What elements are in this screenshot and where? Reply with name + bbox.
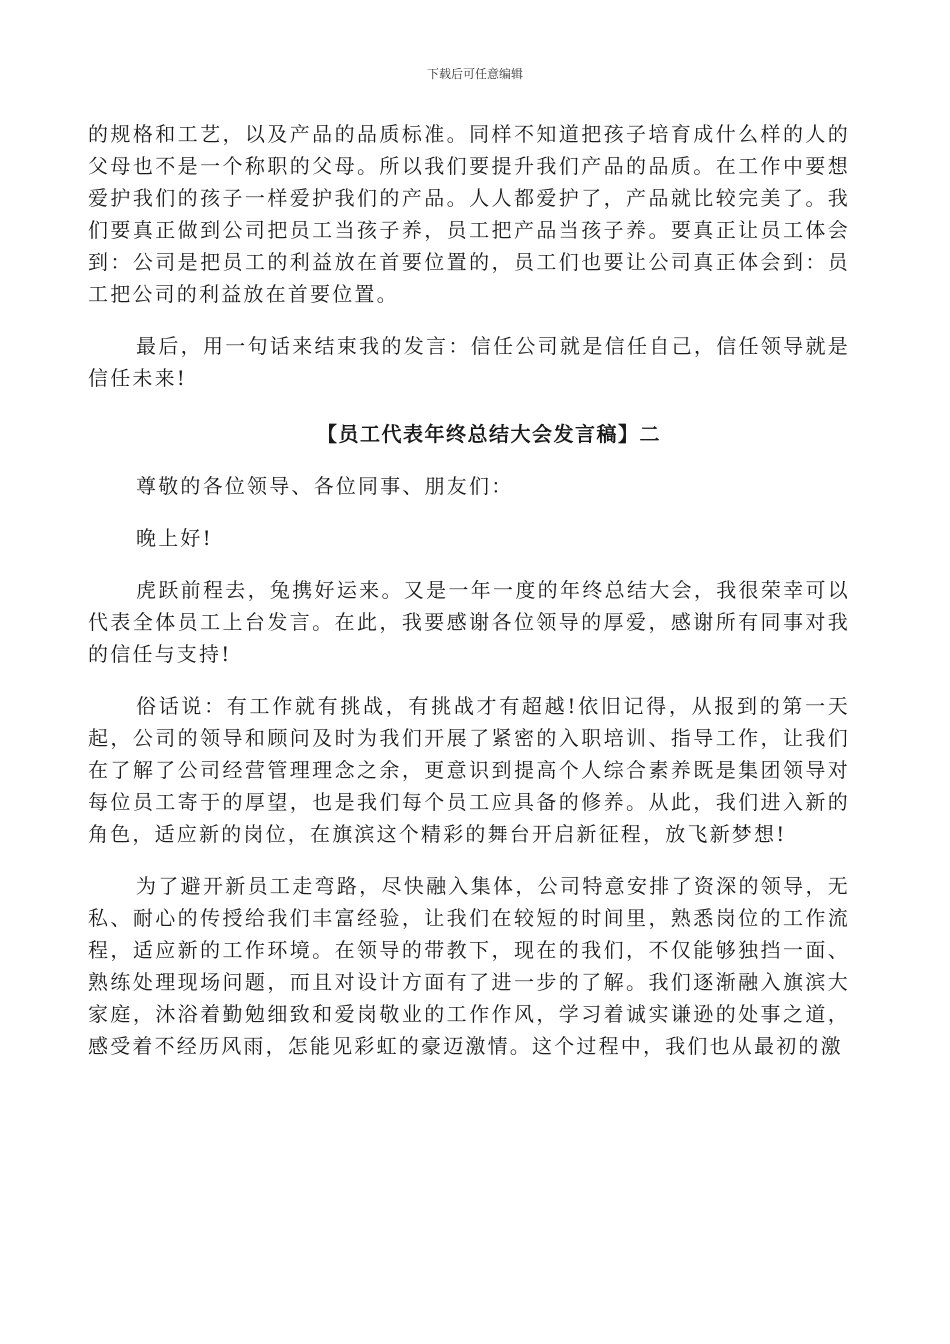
paragraph-mentoring: 为了避开新员工走弯路，尽快融入集体，公司特意安排了资深的领导，无私、耐心的传授给我们丰富经验，让我们在较短的时间里，熟悉岗位的工作流程，适应新的工作环境。在领导的带教下，现在的我们，不仅能够独挡一面、熟练处理现场问题，而且对设计方面有了进一步的了解。我们逐渐融入旗滨大家庭，沐浴着勤勉细致和爱岗敬业的工作作风，学习着诚实谦逊的处事之道，感受着不经历风雨，怎能见彩虹的豪迈激情。这个过程中，我们也从最初的激	[88, 874, 850, 1058]
page-header-note: 下载后可任意编辑	[426, 67, 523, 81]
paragraph-continuation: 的规格和工艺，以及产品的品质标准。同样不知道把孩子培育成什么样的人的父母也不是一个称职的父母。所以我们要提升我们产品的品质。在工作中要想爱护我们的孩子一样爱护我们的产品。人人都爱护了，产品就比较完美了。我们要真正做到公司把员工当孩子养，员工把产品当孩子养。要真正让员工体会到：公司是把员工的利益放在首要位置的，员工们也要让公司真正体会到：员工把公司的利益放在首要位置。	[88, 122, 850, 306]
paragraph-greeting: 晚上好!	[136, 526, 213, 550]
document-body	[88, 118, 850, 1062]
paragraph-salutation: 尊敬的各位领导、各位同事、朋友们：	[136, 474, 514, 498]
paragraph-opening: 虎跃前程去，兔携好运来。又是一年一度的年终总结大会，我很荣幸可以代表全体员工上台发言。在此，我要感谢各位领导的厚爱，感谢所有同事对我的信任与支持!	[88, 578, 850, 666]
paragraph-onboarding: 俗话说：有工作就有挑战，有挑战才有超越!依旧记得，从报到的第一天起，公司的领导和顾问及时为我们开展了紧密的入职培训、指导工作，让我们在了解了公司经营管理理念之余，更意识到提高个人综合素养既是集团领导对每位员工寄于的厚望，也是我们每个员工应具备的修养。从此，我们进入新的角色，适应新的岗位，在旗滨这个精彩的舞台开启新征程，放飞新梦想!	[88, 694, 850, 846]
paragraph-closing: 最后，用一句话来结束我的发言：信任公司就是信任自己，信任领导就是信任未来!	[88, 334, 850, 390]
section-title: 【员工代表年终总结大会发言稿】二	[317, 422, 661, 446]
